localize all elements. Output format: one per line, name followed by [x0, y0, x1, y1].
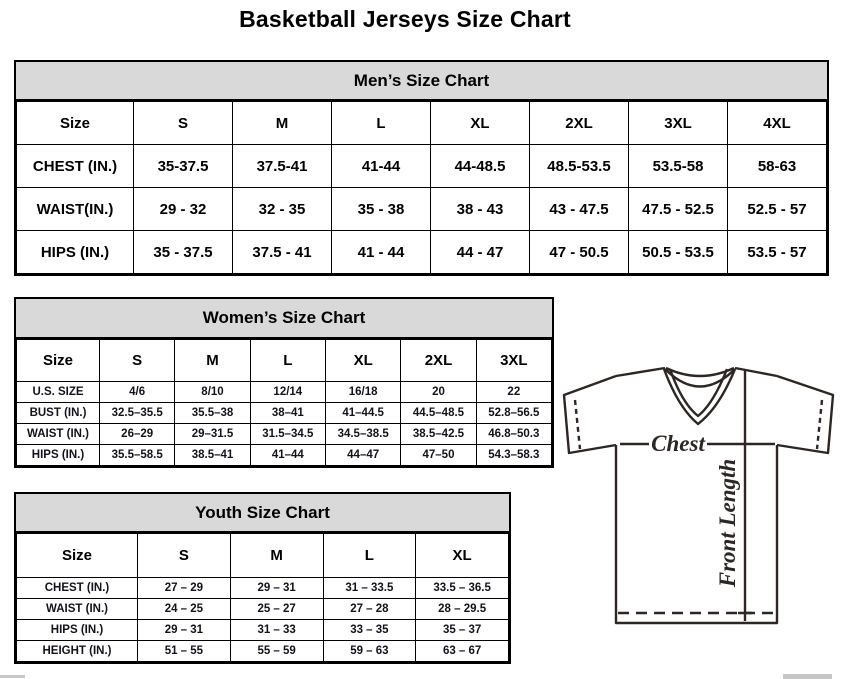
row-label: HIPS (IN.) — [17, 231, 134, 274]
size-value-cell: 35 - 38 — [332, 188, 431, 231]
row-label: U.S. SIZE — [17, 382, 100, 403]
mens-size-table — [16, 101, 827, 274]
jersey-right-sleeve — [777, 376, 833, 453]
size-value-cell: 41–44.5 — [325, 403, 400, 424]
column-header: S — [100, 340, 175, 382]
jersey-measurement-diagram — [555, 355, 843, 635]
size-value-cell: 35-37.5 — [134, 145, 233, 188]
size-value-cell: 32.5–35.5 — [100, 403, 175, 424]
header-row — [17, 534, 509, 578]
table-row — [17, 231, 827, 274]
size-value-cell: 31 – 33 — [230, 620, 323, 641]
page-title: Basketball Jerseys Size Chart — [239, 6, 571, 32]
row-label: BUST (IN.) — [17, 403, 100, 424]
horizontal-scrollbar-fragment-left[interactable] — [0, 675, 25, 678]
row-label: HIPS (IN.) — [17, 445, 100, 466]
jersey-right-cuff-dashes — [817, 400, 822, 449]
size-value-cell: 8/10 — [175, 382, 250, 403]
size-value-cell: 27 – 29 — [138, 578, 231, 599]
size-value-cell: 51 – 55 — [138, 641, 231, 662]
column-header: S — [138, 534, 231, 578]
size-value-cell: 44.5–48.5 — [401, 403, 476, 424]
size-value-cell: 34.5–38.5 — [325, 424, 400, 445]
size-value-cell: 29 – 31 — [230, 578, 323, 599]
size-value-cell: 37.5 - 41 — [233, 231, 332, 274]
row-label: HEIGHT (IN.) — [17, 641, 138, 662]
size-value-cell: 37.5-41 — [233, 145, 332, 188]
column-header: 3XL — [629, 102, 728, 145]
table-row — [17, 641, 509, 662]
size-value-cell: 43 - 47.5 — [530, 188, 629, 231]
size-value-cell: 33 – 35 — [323, 620, 416, 641]
table-row — [17, 445, 552, 466]
table-row — [17, 424, 552, 445]
column-header: L — [332, 102, 431, 145]
size-value-cell: 35 - 37.5 — [134, 231, 233, 274]
chest-label: Chest — [651, 431, 705, 456]
column-header: Size — [17, 102, 134, 145]
size-value-cell: 29 - 32 — [134, 188, 233, 231]
size-value-cell: 35.5–58.5 — [100, 445, 175, 466]
column-header: L — [250, 340, 325, 382]
row-label: WAIST (IN.) — [17, 599, 138, 620]
youth-size-chart — [14, 492, 511, 664]
row-label: WAIST(IN.) — [17, 188, 134, 231]
womens-chart-title: Women’s Size Chart — [16, 299, 552, 339]
size-value-cell: 38.5–42.5 — [401, 424, 476, 445]
size-value-cell: 22 — [476, 382, 551, 403]
size-value-cell: 50.5 - 53.5 — [629, 231, 728, 274]
row-label: CHEST (IN.) — [17, 145, 134, 188]
size-value-cell: 55 – 59 — [230, 641, 323, 662]
size-value-cell: 28 – 29.5 — [416, 599, 509, 620]
size-value-cell: 53.5 - 57 — [728, 231, 827, 274]
column-header: S — [134, 102, 233, 145]
size-value-cell: 35 – 37 — [416, 620, 509, 641]
jersey-left-cuff-dashes — [575, 400, 580, 449]
size-value-cell: 16/18 — [325, 382, 400, 403]
table-row — [17, 599, 509, 620]
womens-size-table — [16, 339, 552, 466]
size-value-cell: 20 — [401, 382, 476, 403]
size-value-cell: 27 – 28 — [323, 599, 416, 620]
size-value-cell: 46.8–50.3 — [476, 424, 551, 445]
size-value-cell: 48.5-53.5 — [530, 145, 629, 188]
column-header: Size — [17, 340, 100, 382]
table-row — [17, 578, 509, 599]
size-value-cell: 47 - 50.5 — [530, 231, 629, 274]
size-value-cell: 25 – 27 — [230, 599, 323, 620]
size-value-cell: 31.5–34.5 — [250, 424, 325, 445]
front-length-label: Front Length — [715, 458, 740, 588]
column-header: XL — [431, 102, 530, 145]
size-value-cell: 35.5–38 — [175, 403, 250, 424]
size-value-cell: 59 – 63 — [323, 641, 416, 662]
size-value-cell: 4/6 — [100, 382, 175, 403]
table-row — [17, 403, 552, 424]
column-header: L — [323, 534, 416, 578]
size-value-cell: 47–50 — [401, 445, 476, 466]
size-value-cell: 33.5 – 36.5 — [416, 578, 509, 599]
column-header: Size — [17, 534, 138, 578]
size-value-cell: 38.5–41 — [175, 445, 250, 466]
size-value-cell: 41 - 44 — [332, 231, 431, 274]
column-header: 3XL — [476, 340, 551, 382]
womens-size-chart — [14, 297, 554, 468]
size-value-cell: 26–29 — [100, 424, 175, 445]
size-value-cell: 32 - 35 — [233, 188, 332, 231]
table-row — [17, 145, 827, 188]
table-row — [17, 620, 509, 641]
size-value-cell: 31 – 33.5 — [323, 578, 416, 599]
jersey-body — [616, 445, 777, 623]
size-value-cell: 44 - 47 — [431, 231, 530, 274]
header-row — [17, 102, 827, 145]
mens-chart-title: Men’s Size Chart — [16, 62, 827, 101]
row-label: WAIST (IN.) — [17, 424, 100, 445]
front-length-line — [738, 369, 752, 621]
mens-size-chart — [14, 60, 829, 276]
size-value-cell: 52.5 - 57 — [728, 188, 827, 231]
size-value-cell: 47.5 - 52.5 — [629, 188, 728, 231]
column-header: M — [233, 102, 332, 145]
size-value-cell: 53.5-58 — [629, 145, 728, 188]
table-row — [17, 382, 552, 403]
size-value-cell: 38–41 — [250, 403, 325, 424]
row-label: HIPS (IN.) — [17, 620, 138, 641]
size-value-cell: 54.3–58.3 — [476, 445, 551, 466]
column-header: 4XL — [728, 102, 827, 145]
size-value-cell: 52.8–56.5 — [476, 403, 551, 424]
horizontal-scrollbar-fragment-right[interactable] — [783, 674, 832, 679]
size-value-cell: 41–44 — [250, 445, 325, 466]
size-value-cell: 63 – 67 — [416, 641, 509, 662]
size-value-cell: 41-44 — [332, 145, 431, 188]
size-value-cell: 44–47 — [325, 445, 400, 466]
youth-size-table — [16, 533, 509, 662]
size-value-cell: 24 – 25 — [138, 599, 231, 620]
size-value-cell: 29 – 31 — [138, 620, 231, 641]
column-header: M — [230, 534, 323, 578]
column-header: 2XL — [530, 102, 629, 145]
column-header: M — [175, 340, 250, 382]
column-header: XL — [325, 340, 400, 382]
size-value-cell: 29–31.5 — [175, 424, 250, 445]
row-label: CHEST (IN.) — [17, 578, 138, 599]
header-row — [17, 340, 552, 382]
size-value-cell: 38 - 43 — [431, 188, 530, 231]
table-row — [17, 188, 827, 231]
size-value-cell: 12/14 — [250, 382, 325, 403]
youth-chart-title: Youth Size Chart — [16, 494, 509, 533]
size-value-cell: 58-63 — [728, 145, 827, 188]
jersey-left-sleeve — [564, 376, 616, 453]
column-header: 2XL — [401, 340, 476, 382]
column-header: XL — [416, 534, 509, 578]
size-value-cell: 44-48.5 — [431, 145, 530, 188]
